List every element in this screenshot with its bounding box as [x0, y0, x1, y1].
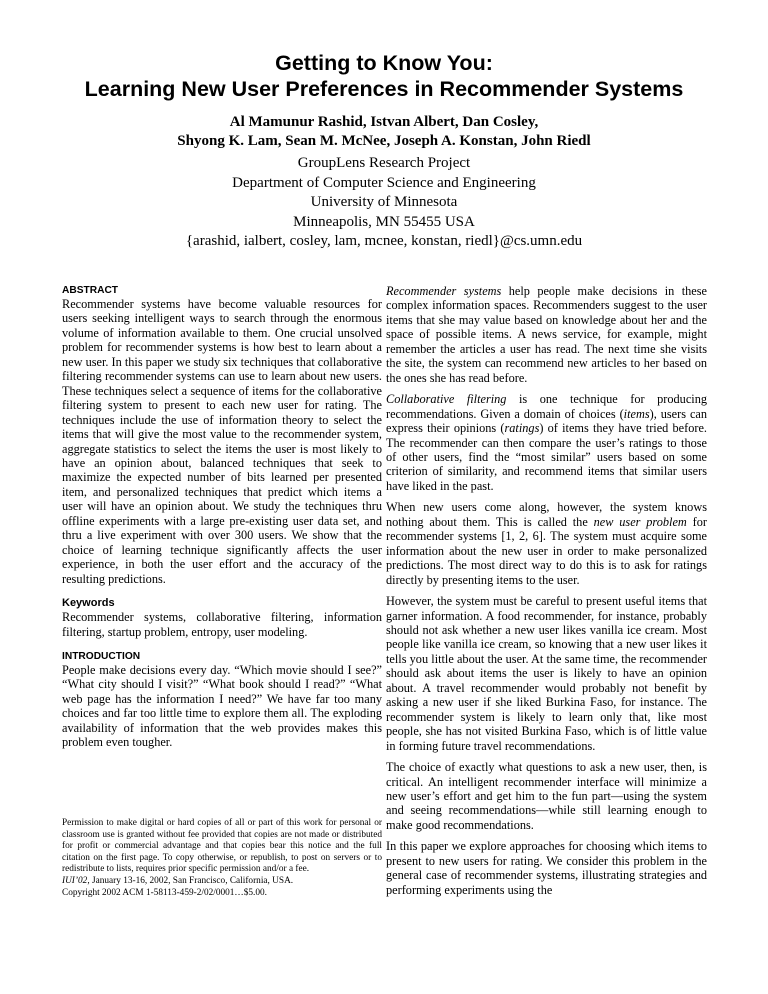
left-column	[62, 284, 382, 750]
term-recommender-systems: Recommender systems	[386, 284, 502, 298]
term-collaborative-filtering: Collaborative filtering	[386, 392, 507, 407]
venue-details: , January 13-16, 2002, San Francisco, California, USA.	[87, 875, 294, 886]
keywords-text: Recommender systems, collaborative filtering, information filtering, startup problem, entropy, user modeling.	[62, 610, 382, 639]
abstract-text: Recommender systems have become valuable resources for users seeking intelligent ways to search through the enormous volume of information available to them. One crucial unsolved problem for recommender systems is how best to learn about a new user. In this paper we study six techniques that collaborative filtering recommender systems can use to learn about new users. These techniques select a sequence of items for the collaborative filtering system to present to each new user for rating. The techniques include the use of information theory to select the items that will give the most value to the recommender system, aggregate statistics to select the items the user is most likely to have an opinion about, balanced techniques that seek to maximize the expected number of bits learned per presented item, and personalized techniques that predict which items a user will have an opinion about. We study the techniques thru offline experiments with a large pre-existing user data set, and thru a live experiment with over 300 users. We show that the choice of learning technique significantly affects the user experience, in both the user effort and the accuracy of the resulting predictions.	[62, 297, 382, 586]
affiliation-block	[0, 154, 768, 252]
venue-line	[62, 876, 382, 888]
venue-name: IUI’02	[62, 875, 88, 886]
title-line-2: Learning New User Preferences in Recommender Systems	[84, 77, 684, 101]
right-column	[386, 284, 707, 897]
permission-text: Permission to make digital or hard copies of all or part of this work for personal or classroom use is granted without fee provided that copies are not made or distributed for profit or commercial advantage and that copies bear this notice and the full citation on the first page. To copy otherwise, or republish, to post on servers or to redistribute to lists, requires prior specific permission and/or a fee.	[62, 818, 382, 875]
paragraph-3-text-b: for recommender systems [1, 2, 6]. The system must acquire some information about the new user in order to make personalized predictions. The most direct way to do this is to ask for ratings directly by presenting items to the user.	[386, 514, 707, 587]
intro-paragraph-1	[386, 284, 707, 385]
intro-paragraph-2	[386, 392, 707, 493]
abstract-heading: ABSTRACT	[62, 285, 119, 296]
paragraph-2-text-c: ) of items they have tried before. The recommender can then compare the user’s ratings to those of other users, find the “most similar” users based on some criterion of similarity, and recommend items that similar users have liked in the past.	[386, 421, 707, 493]
affiliation-email: {arashid, ialbert, cosley, lam, mcnee, konstan, riedl}@cs.umn.edu	[185, 233, 583, 249]
authors-line-1: Al Mamunur Rashid, Istvan Albert, Dan Cosley,	[229, 114, 539, 130]
affiliation-city: Minneapolis, MN 55455 USA	[293, 213, 475, 230]
paper-title	[0, 50, 768, 102]
term-ratings: ratings	[504, 421, 540, 436]
affiliation-dept: Department of Computer Science and Engineering	[232, 174, 536, 191]
title-line-1: Getting to Know You:	[275, 51, 493, 75]
paragraph-2-text-a: is one technique for producing recommendations. Given a domain of choices (	[386, 392, 707, 421]
intro-paragraph-3	[386, 500, 707, 587]
author-list	[0, 113, 768, 151]
affiliation-university: University of Minnesota	[310, 194, 458, 210]
paragraph-1-text: help people make decisions in these complex information spaces. Recommenders suggest to the user items that she may value based on knowledge about her and the space of possible items. A news service, for example, might remember the articles a user has read. The next time she visits the site, the system can recommend new articles to her based on the ones she has read before.	[386, 284, 707, 385]
permission-notice	[62, 818, 382, 899]
paragraph-2-text-b: ), users can express their opinions (	[386, 406, 708, 436]
paragraph-3-text-a: When new users come along, however, the system knows nothing about them. This is called the	[386, 500, 707, 529]
authors-line-2: Shyong K. Lam, Sean M. McNee, Joseph A. Konstan, John Riedl	[177, 133, 591, 149]
introduction-text: People make decisions every day. “Which movie should I see?” “What city should I visit?” “What book should I read?” “What web page has the information I need?” We have far too many choices and far too little time to explore them all. The exploding availability of information that the web provides makes this problem even tougher.	[62, 662, 382, 750]
intro-paragraph-4: However, the system must be careful to present useful items that garner information. A food recommender, for instance, probably should not ask whether a new user likes vanilla ice cream. Most people like vanilla ice cream, so knowing that a new user likes it tells you little about the user. At the same time, the recommender should ask about items the user is likely to have an opinion about. A travel recommender would probably not benefit by asking a new user if she liked Burkina Faso, for instance. The recommender system is likely to learn only that, like most people, she has not visited Burkina Faso, which is of little value in forming future travel recommendations.	[386, 594, 707, 753]
intro-paragraph-6: In this paper we explore approaches for choosing which items to present to new users for rating. We consider this problem in the general case of recommender systems, illustrating strategies and performing experiments using the	[386, 839, 707, 897]
keywords-heading: Keywords	[62, 597, 115, 610]
copyright-line: Copyright 2002 ACM 1-58113-459-2/02/0001…$5.00.	[62, 887, 267, 898]
intro-paragraph-5: The choice of exactly what questions to ask a new user, then, is critical. An intelligent recommender interface will minimize a new user’s effort and get him to the fun part—using the system and seeing recommendations—while still learning enough to make good recommendations.	[386, 760, 707, 832]
term-items: items	[623, 406, 650, 421]
introduction-heading: INTRODUCTION	[62, 650, 141, 662]
term-new-user-problem: new user problem	[593, 514, 687, 529]
affiliation-lab: GroupLens Research Project	[297, 155, 471, 171]
